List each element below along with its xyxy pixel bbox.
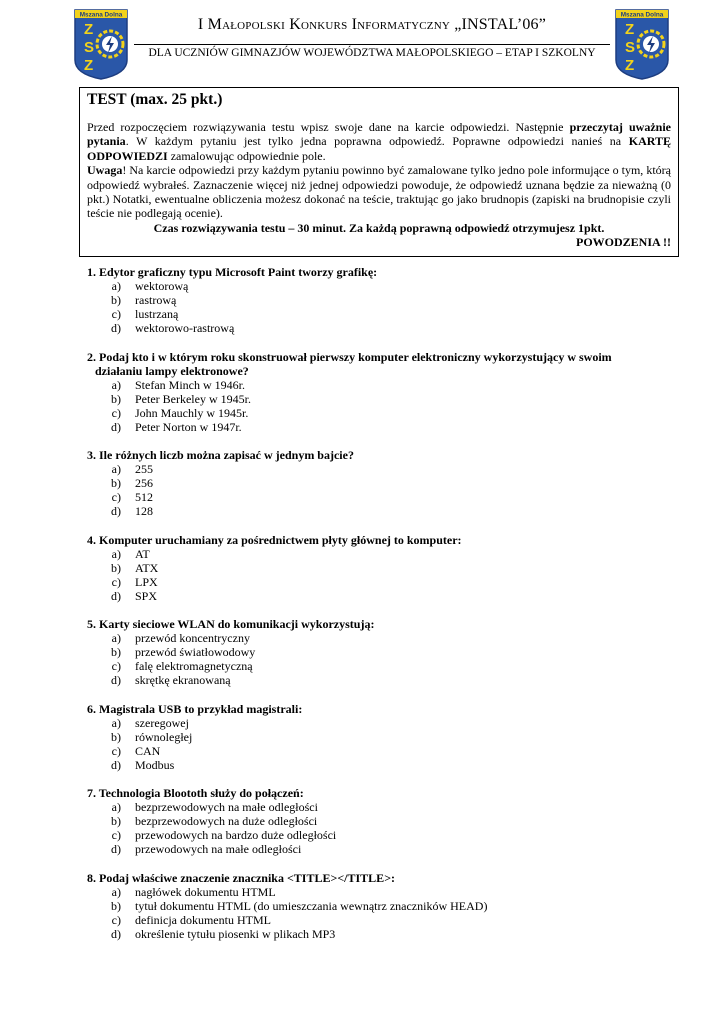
answer-option: b) rastrową bbox=[111, 293, 177, 307]
answer-option: c) CAN bbox=[111, 743, 161, 758]
question-title: 4. Komputer uruchamiany za pośrednictwem płyty głównej to komputer: bbox=[87, 532, 462, 547]
answer-option: b) bezprzewodowych na duże odległości bbox=[111, 814, 318, 828]
question bbox=[87, 786, 687, 856]
answer-option: a) przewód koncentryczny bbox=[111, 631, 250, 645]
answer-option: b) przewód światłowodowy bbox=[111, 645, 256, 659]
answer-option: d) skrętkę ekranowaną bbox=[111, 673, 231, 687]
answer-option: d) 128 bbox=[111, 504, 153, 518]
question-list bbox=[87, 265, 687, 955]
question-title: 6. Magistrala USB to przykład magistrali: bbox=[87, 701, 303, 716]
question-title: 8. Podaj właściwe znaczenie znacznika <TITLE></TITLE>: bbox=[87, 870, 396, 885]
answer-option: b) 256 bbox=[111, 476, 153, 490]
question bbox=[87, 448, 687, 518]
school-logo-right bbox=[614, 8, 670, 80]
instructions-paragraph-2: Uwaga! Na karcie odpowiedzi przy każdym pytaniu powinno być zamalowane tylko jedno pole informujące o tym, którą odpowiedź wybrałeś. Zaznaczenie więcej niż jednej odpowiedzi powoduje, że odpowiedź uznana będzie za nieważną (0 pkt.) Notatki, ewentualne obliczenia możesz dokonać na teście, traktując go jako brudnopis (zapiski na brudnopisie czyli teście nie podlegają ocenie). bbox=[87, 163, 671, 221]
instructions-box bbox=[79, 87, 679, 257]
svg-text:Mszana Dolna: Mszana Dolna bbox=[79, 11, 123, 19]
answer-option: c) przewodowych na bardzo duże odległości bbox=[111, 828, 337, 842]
svg-text:Z: Z bbox=[625, 21, 635, 38]
answer-option: a) Stefan Minch w 1946r. bbox=[111, 377, 245, 392]
svg-text:S: S bbox=[84, 39, 95, 56]
answer-option: a) 255 bbox=[111, 462, 153, 476]
answer-option: c) falę elektromagnetyczną bbox=[111, 659, 253, 673]
svg-text:S: S bbox=[625, 39, 636, 56]
svg-text:Z: Z bbox=[625, 57, 635, 74]
svg-text:Z: Z bbox=[84, 21, 94, 38]
answer-option: a) wektorową bbox=[111, 279, 189, 293]
question-title: 5. Karty sieciowe WLAN do komunikacji wykorzystują: bbox=[87, 617, 375, 631]
answer-option: c) John Mauchly w 1945r. bbox=[111, 405, 249, 420]
question bbox=[87, 265, 687, 335]
test-title: TEST (max. 25 pkt.) bbox=[87, 91, 223, 108]
contest-title: I Małopolski Konkurs Informatyczny „INSTAL’06” bbox=[197, 16, 547, 33]
instructions-text bbox=[87, 120, 671, 250]
contest-subtitle: DLA UCZNIÓW GIMNAZJÓW WOJEWÓDZTWA MAŁOPOLSKIEGO – ETAP I SZKOLNY bbox=[148, 47, 596, 59]
instructions-paragraph-1: Przed rozpoczęciem rozwiązywania testu wpisz swoje dane na karcie odpowiedzi. Następnie przeczytaj uważnie pytania. W każdym pytaniu jest tylko jedna poprawna odpowiedź. Poprawne odpowiedzi nanieś na KARTĘ ODPOWIEDZI zamalowując odpowiednie pole. bbox=[87, 120, 672, 163]
answer-option: c) 512 bbox=[111, 490, 153, 504]
good-luck-note: POWODZENIA !! bbox=[575, 235, 671, 250]
answer-option: a) AT bbox=[111, 546, 150, 561]
answer-option: b) Peter Berkeley w 1945r. bbox=[111, 391, 251, 406]
svg-text:Mszana Dolna: Mszana Dolna bbox=[620, 11, 664, 19]
answer-option: c) definicja dokumentu HTML bbox=[111, 912, 271, 927]
answer-option: a) bezprzewodowych na małe odległości bbox=[111, 800, 318, 814]
answer-option: a) szeregowej bbox=[111, 715, 189, 730]
answer-option: c) lustrzaną bbox=[111, 307, 179, 321]
question-title: 1. Edytor graficzny typu Microsoft Paint tworzy grafikę: bbox=[87, 265, 378, 279]
answer-option: d) Peter Norton w 1947r. bbox=[111, 419, 242, 434]
answer-option: b) ATX bbox=[111, 560, 159, 575]
question bbox=[87, 533, 687, 603]
question bbox=[87, 871, 687, 941]
question bbox=[87, 350, 687, 434]
school-logo-left bbox=[73, 8, 129, 80]
answer-option: d) Modbus bbox=[111, 757, 175, 772]
question bbox=[87, 702, 687, 772]
answer-option: c) LPX bbox=[111, 574, 158, 589]
answer-option: b) równoległej bbox=[111, 729, 193, 744]
question-title: 7. Technologia Bloototh służy do połączeń: bbox=[87, 786, 304, 800]
question bbox=[87, 617, 687, 687]
answer-option: d) określenie tytułu piosenki w plikach MP3 bbox=[111, 926, 336, 941]
question-title: 2. Podaj kto i w którym roku skonstruował pierwszy komputer elektroniczny wykorzystujący w swoim działaniu lampy elektronowe? bbox=[87, 349, 612, 378]
answer-option: d) SPX bbox=[111, 588, 158, 603]
answer-option: d) wektorowo-rastrową bbox=[111, 321, 235, 335]
time-limit-note: Czas rozwiązywania testu – 30 minut. Za każdą poprawną odpowiedź otrzymujesz 1pkt. bbox=[153, 220, 605, 235]
answer-option: d) przewodowych na małe odległości bbox=[111, 842, 302, 856]
answer-option: a) nagłówek dokumentu HTML bbox=[111, 884, 276, 899]
svg-text:Z: Z bbox=[84, 57, 94, 74]
answer-option: b) tytuł dokumentu HTML (do umieszczania wewnątrz znaczników HEAD) bbox=[111, 898, 488, 913]
question-title: 3. Ile różnych liczb można zapisać w jednym bajcie? bbox=[87, 448, 354, 462]
